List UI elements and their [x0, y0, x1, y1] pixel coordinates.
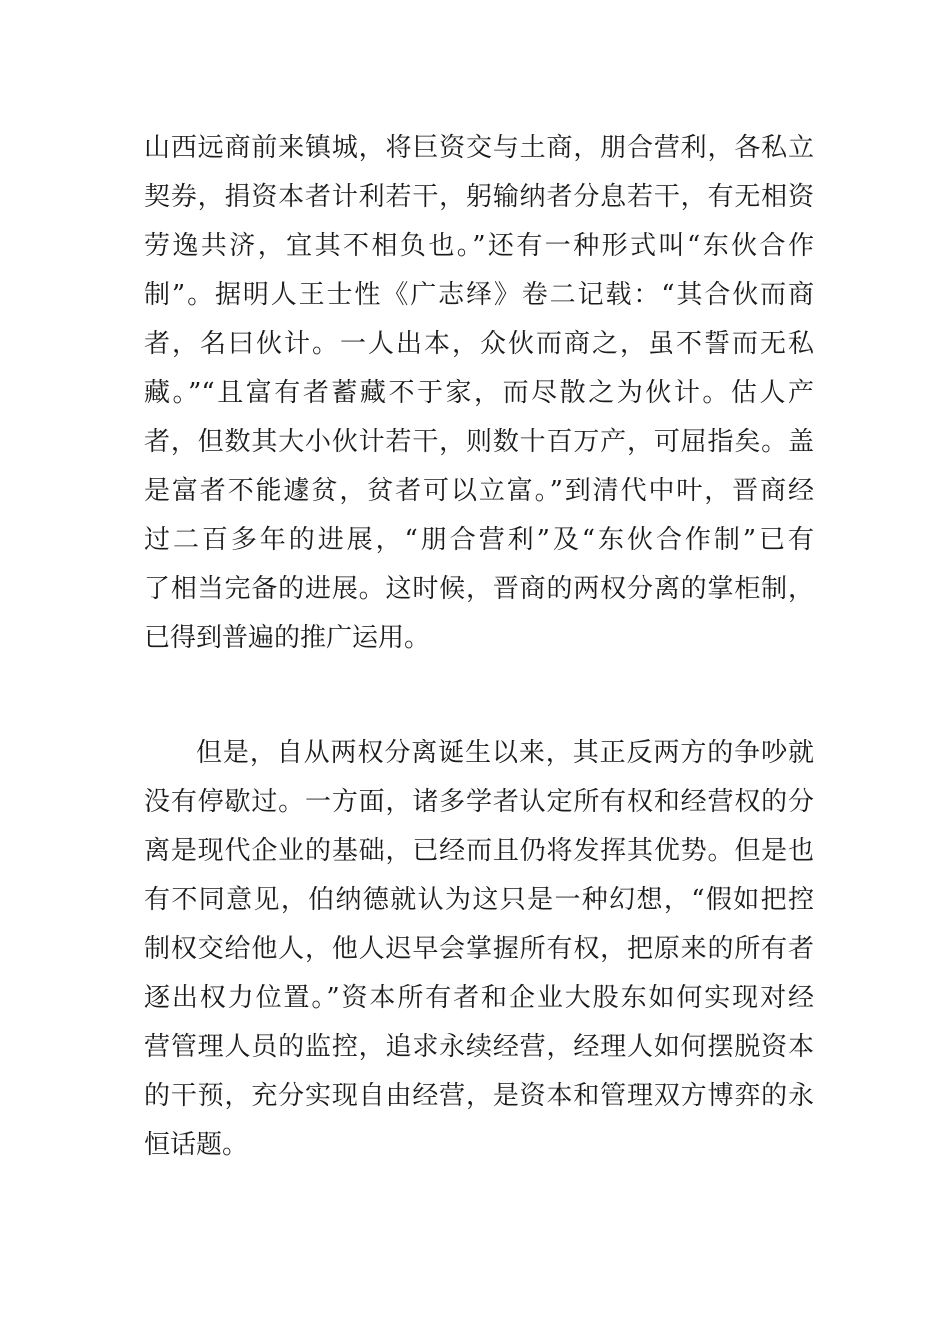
text-line: 已得到普遍的推广运用。	[144, 623, 431, 653]
text-line: 劳逸共济，宜其不相负也。”还有一种形式叫“东伙合作	[144, 231, 814, 261]
text-line: 营管理人员的监控，追求永续经营，经理人如何摆脱资本	[144, 1032, 814, 1062]
text-line: 的干预，充分实现自由经营，是资本和管理双方博弈的永	[144, 1081, 814, 1111]
text-line: 没有停歇过。一方面，诸多学者认定所有权和经营权的分	[144, 787, 814, 817]
text-line: 是富者不能遽贫，贫者可以立富。”到清代中叶，晋商经	[144, 476, 814, 506]
text-line: 有不同意见，伯纳德就认为这只是一种幻想，“假如把控	[144, 885, 814, 915]
text-line: 制权交给他人，他人迟早会掌握所有权，把原来的所有者	[144, 934, 814, 964]
text-line: 离是现代企业的基础，已经而且仍将发挥其优势。但是也	[144, 836, 814, 866]
text-line: 制”。据明人王士性《广志绎》卷二记载：“其合伙而商	[144, 280, 814, 310]
text-line: 山西远商前来镇城，将巨资交与土商，朋合营利，各私立	[144, 133, 814, 163]
text-line: 逐出权力位置。”资本所有者和企业大股东如何实现对经	[144, 983, 814, 1013]
text-line: 但是，自从两权分离诞生以来，其正反两方的争吵就	[196, 738, 814, 768]
text-line: 过二百多年的进展，“朋合营利”及“东伙合作制”已有	[144, 525, 814, 555]
text-line: 者，名曰伙计。一人出本，众伙而商之，虽不誓而无私	[144, 329, 814, 359]
text-line: 恒话题。	[144, 1130, 249, 1160]
text-line: 契券，捐资本者计利若干，躬输纳者分息若干，有无相资	[144, 182, 814, 212]
text-line: 者，但数其大小伙计若干，则数十百万产，可屈指矣。盖	[144, 427, 814, 457]
text-line: 藏。”“且富有者蓄藏不于家，而尽散之为伙计。估人产	[144, 378, 814, 408]
text-line: 了相当完备的进展。这时候，晋商的两权分离的掌柜制，	[144, 574, 814, 604]
